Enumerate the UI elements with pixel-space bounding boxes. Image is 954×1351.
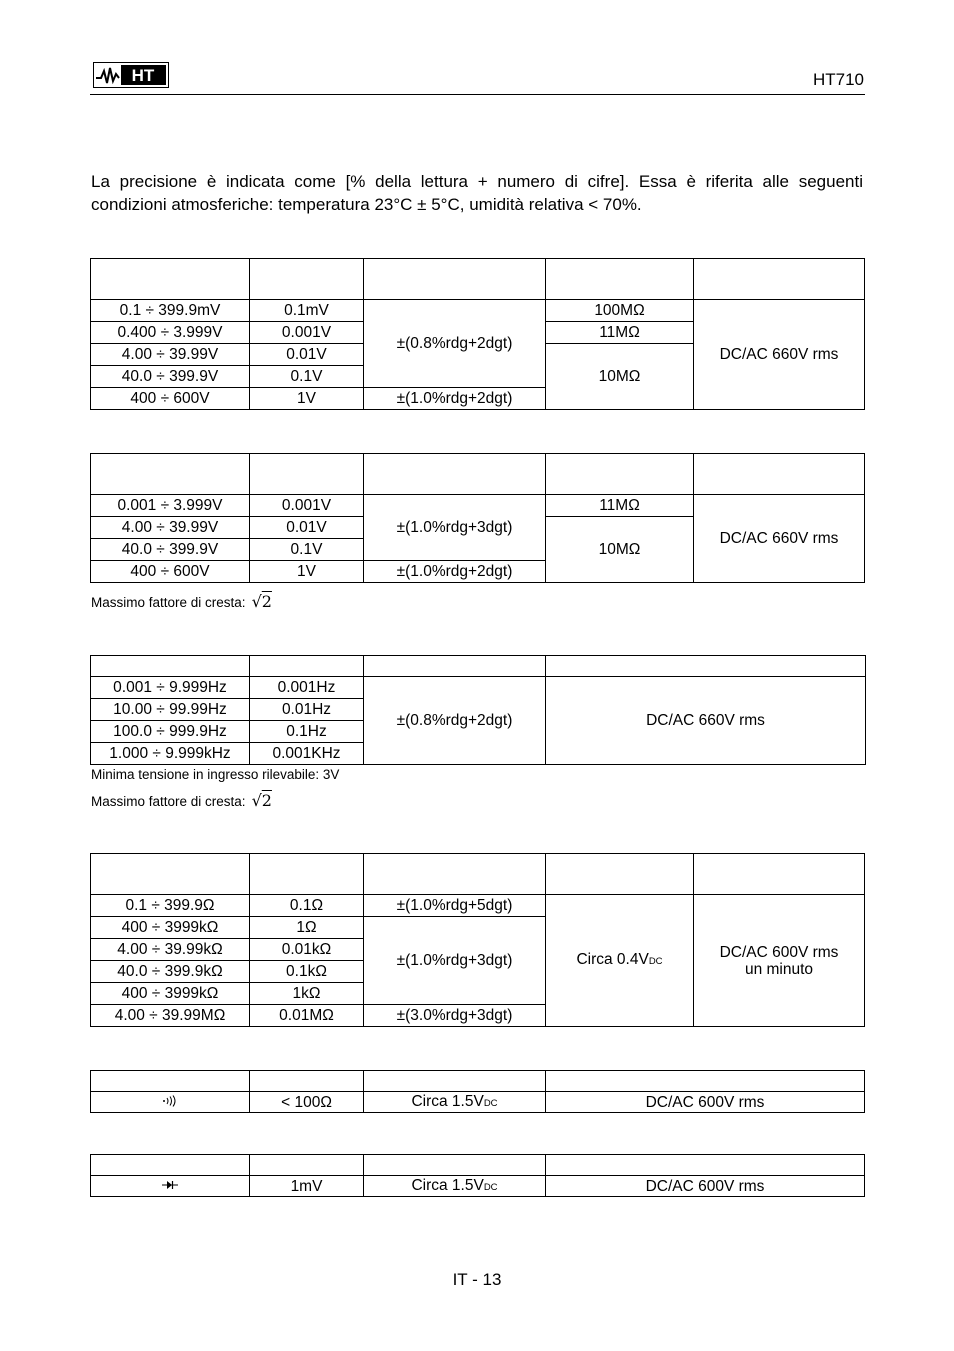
threshold-cell: < 100Ω [250,1092,364,1113]
crest-label: Massimo fattore di cresta: [91,595,246,610]
range-cell: 40.0 ÷ 399.9V [91,366,250,388]
range-cell: 0.1 ÷ 399.9mV [91,300,250,322]
continuity-table [90,1070,865,1113]
table-header-row [91,854,865,895]
resolution-cell: 0.01V [250,517,364,539]
table-header-row [91,454,865,495]
range-cell: 0.1 ÷ 399.9Ω [91,895,250,917]
resolution-cell: 0.1Hz [250,721,364,743]
range-cell: 400 ÷ 3999kΩ [91,983,250,1005]
resolution-cell: 1V [250,561,364,583]
resolution-cell: 0.001Hz [250,677,364,699]
table-row [91,895,865,917]
ht-logo [93,62,169,88]
resolution-cell: 0.1kΩ [250,961,364,983]
accuracy-cell: ±(1.0%rdg+2dgt) [364,388,546,410]
range-cell: 40.0 ÷ 399.9V [91,539,250,561]
freq-crest-note [91,791,272,810]
resolution-cell: 1mV [250,1176,364,1197]
resolution-cell: 0.001V [250,495,364,517]
protection-cell: DC/AC 600V rms un minuto [694,895,865,1027]
accuracy-cell: ±(1.0%rdg+3dgt) [364,495,546,561]
table-row [91,1176,865,1197]
acv-crest-note [91,592,272,611]
impedance-cell: 11MΩ [546,322,694,344]
protection-cell: DC/AC 660V rms [694,300,865,410]
table-row [91,495,865,517]
test-voltage-cell: Circa 0.4VDC [546,895,694,1027]
function-cell [91,1092,250,1113]
range-cell: 400 ÷ 600V [91,388,250,410]
range-cell: 4.00 ÷ 39.99kΩ [91,939,250,961]
resolution-cell: 1V [250,388,364,410]
accuracy-cell: ±(0.8%rdg+2dgt) [364,300,546,388]
range-cell: 10.00 ÷ 99.99Hz [91,699,250,721]
impedance-cell: 10MΩ [546,344,694,410]
protection-cell: DC/AC 600V rms [546,1176,865,1197]
function-cell [91,1176,250,1197]
range-cell: 1.000 ÷ 9.999kHz [91,743,250,765]
svg-text:HT: HT [131,66,155,85]
test-voltage-cell: Circa 1.5VDC [364,1176,546,1197]
accuracy-cell: ±(0.8%rdg+2dgt) [364,677,546,765]
impedance-cell: 100MΩ [546,300,694,322]
resolution-cell: 0.01Hz [250,699,364,721]
table-row [91,677,866,699]
sqrt-symbol: √2 [251,592,272,611]
range-cell: 4.00 ÷ 39.99V [91,344,250,366]
table-header-row [91,1155,865,1176]
range-cell: 0.001 ÷ 9.999Hz [91,677,250,699]
range-cell: 400 ÷ 3999kΩ [91,917,250,939]
range-cell: 4.00 ÷ 39.99V [91,517,250,539]
resolution-cell: 0.1mV [250,300,364,322]
protection-cell: DC/AC 660V rms [694,495,865,583]
protection-cell: DC/AC 660V rms [546,677,866,765]
table-header-row [91,656,866,677]
range-cell: 100.0 ÷ 999.9Hz [91,721,250,743]
resolution-cell: 0.01kΩ [250,939,364,961]
accuracy-cell: ±(1.0%rdg+3dgt) [364,917,546,1005]
resistance-table [90,853,865,1027]
resolution-cell: 0.01MΩ [250,1005,364,1027]
range-cell: 4.00 ÷ 39.99MΩ [91,1005,250,1027]
resolution-cell: 0.001V [250,322,364,344]
accuracy-cell: ±(1.0%rdg+5dgt) [364,895,546,917]
table-row [91,1092,865,1113]
ac-voltage-table [90,453,865,583]
diode-table [90,1154,865,1197]
resolution-cell: 0.001KHz [250,743,364,765]
resolution-cell: 1Ω [250,917,364,939]
range-cell: 40.0 ÷ 399.9kΩ [91,961,250,983]
model-name: HT710 [812,70,864,89]
table-header-row [91,1071,865,1092]
diode-icon [161,1178,179,1195]
impedance-cell: 11MΩ [546,495,694,517]
protection-cell: DC/AC 600V rms [546,1092,865,1113]
page-number: IT - 13 [452,1270,502,1289]
impedance-cell: 10MΩ [546,517,694,583]
table-row [91,300,865,322]
resolution-cell: 0.1V [250,539,364,561]
accuracy-intro: La precisione è indicata come [% della lettura + numero di cifre]. Essa è riferita alle seguenti condizioni atmosferiche: temperatura 23°C ± 5°C, umidità relativa < 70%. [91,172,863,214]
frequency-table [90,655,866,765]
continuity-buzzer-icon [162,1094,178,1111]
test-voltage-cell: Circa 1.5VDC [364,1092,546,1113]
sqrt-symbol: √2 [251,791,272,810]
crest-label: Massimo fattore di cresta: [91,794,246,809]
resolution-cell: 1kΩ [250,983,364,1005]
freq-min-voltage-note: Minima tensione in ingresso rilevabile: 3V [91,767,340,782]
range-cell: 400 ÷ 600V [91,561,250,583]
range-cell: 0.400 ÷ 3.999V [91,322,250,344]
accuracy-cell: ±(3.0%rdg+3dgt) [364,1005,546,1027]
table-header-row [91,259,865,300]
resolution-cell: 0.01V [250,344,364,366]
accuracy-cell: ±(1.0%rdg+2dgt) [364,561,546,583]
header-divider [90,94,865,95]
resolution-cell: 0.1V [250,366,364,388]
resolution-cell: 0.1Ω [250,895,364,917]
range-cell: 0.001 ÷ 3.999V [91,495,250,517]
dc-voltage-table [90,258,865,410]
